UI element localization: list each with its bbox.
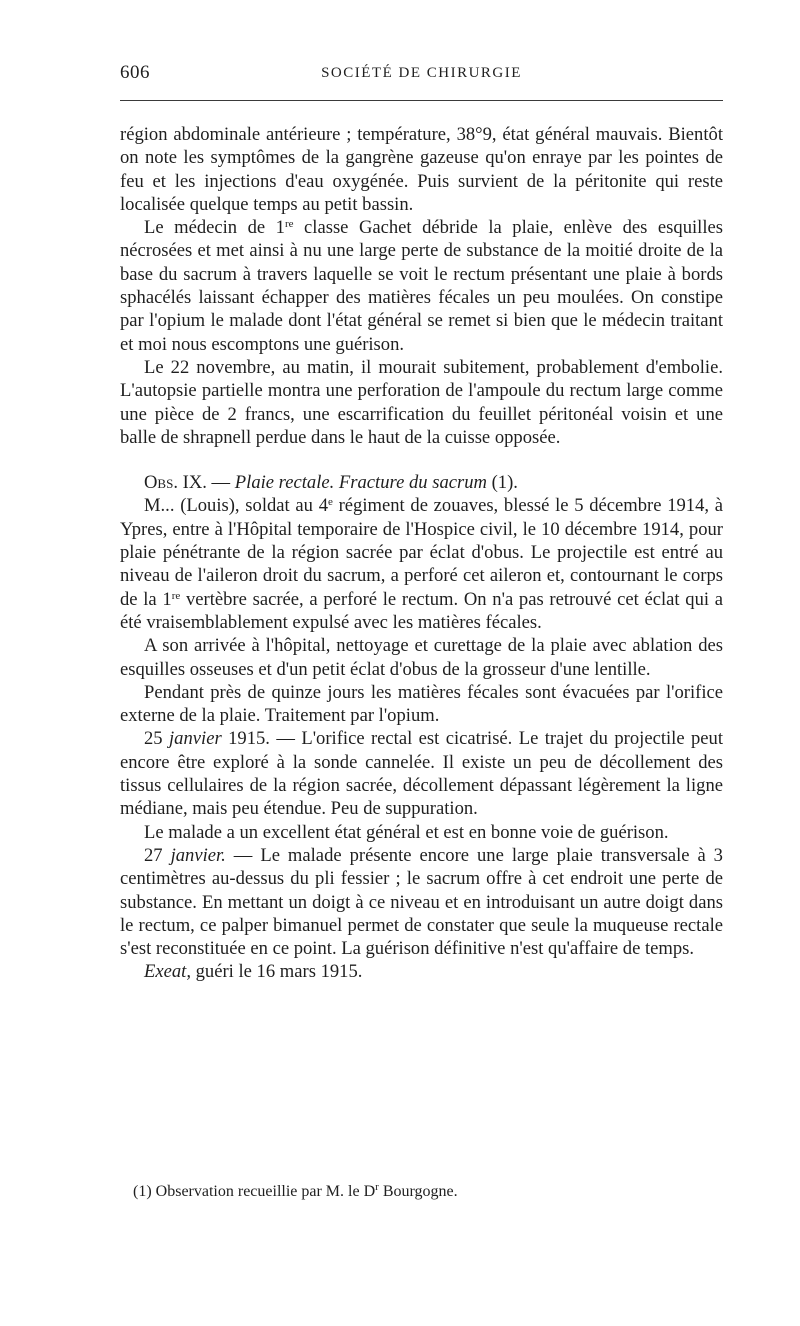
superscript: re (284, 218, 294, 231)
paragraph-11-text: guéri le 16 mars 1915. (190, 961, 363, 983)
body-text (120, 123, 723, 984)
date-month: janvier. (170, 844, 226, 866)
observation-title: Plaie rectale. Fracture du sacrum (234, 472, 487, 494)
paragraph-1 (120, 123, 723, 216)
date-day: 27 (144, 844, 171, 866)
paragraph-3-text: Le 22 novembre, au matin, il mourait subitement, probablement d'embolie. L'autopsie partielle montra une perforation de l'ampoule du rectum large comme une pièce de 2 francs, une escarrification du feuillet péritonéal voisin et une balle de shrapnell perdue dans le haut de la cuisse opposée. (120, 356, 723, 448)
footnote-reference: (1). (486, 472, 518, 494)
superscript: r (375, 1181, 379, 1193)
date-month: janvier (169, 728, 222, 750)
observation-label: Obs. IX. (144, 472, 207, 494)
footnote-text-a: (1) Observation recueillie par M. le D (133, 1183, 376, 1200)
date-year: 1915. (221, 728, 270, 750)
exeat-label: Exeat, (144, 961, 191, 983)
superscript: e (328, 496, 333, 509)
paragraph-6 (120, 634, 723, 681)
paragraph-9 (120, 821, 723, 844)
date-day: 25 (144, 728, 170, 750)
paragraph-5-text-a: M... (Louis), soldat au 4 (144, 495, 328, 517)
header-rule (120, 100, 723, 101)
paragraph-5-text-b: régiment de zouaves, blessé le 5 décembre 1914, à Ypres, entre à l'Hôpital temporaire de l'Hospice civil, le 10 décembre 1914, pour plaie pénétrante de la région sacrée par éclat d'obus. Le projectile est entré au niveau de l'aileron droit du sacrum, a perforé cet aileron et, contournant le corps de la 1 (120, 495, 724, 610)
paragraph-10-text: — Le malade présente encore une large plaie transversale à 3 centimètres au-dessus du pli fessier ; le sacrum offre à cet endroit une perte de substance. En mettant un doigt à ce niveau et en introduisant un autre doigt dans le rectum, ce palper bimanuel permet de constater que seule la muqueuse rectale s'est reconstituée en ce point. La guérison définitive n'est qu'affaire de temps. (120, 844, 723, 960)
section-gap (120, 449, 723, 471)
paragraph-3 (120, 356, 723, 449)
paragraph-7 (120, 681, 723, 728)
running-title: SOCIÉTÉ DE CHIRURGIE (321, 65, 522, 81)
paragraph-5-text-c: vertèbre sacrée, a perforé le rectum. On n'a pas retrouvé cet éclat qui a été vraisemblablement expulsé avec les matières fécales. (120, 588, 723, 633)
paragraph-1-text: région abdominale antérieure ; température, 38°9, état général mauvais. Bientôt on note les symptômes de la gangrène gazeuse qu'on enraye par les pointes de feu et les injections d'eau oxygénée. Puis survient de la péritonite qui reste localisée quelque temps au petit bassin. (120, 124, 723, 215)
paragraph-2-text-a: Le médecin de 1 (144, 217, 285, 239)
observation-heading (120, 471, 723, 494)
paragraph-7-text: Pendant près de quinze jours les matières fécales sont évacuées par l'orifice externe de la plaie. Traitement par l'opium. (120, 681, 723, 727)
observation-dash: — (206, 472, 235, 494)
paragraph-5 (120, 494, 723, 634)
paragraph-10 (120, 844, 723, 960)
paragraph-6-text: A son arrivée à l'hôpital, nettoyage et curettage de la plaie avec ablation des esquilles osseuses et d'un petit éclat d'obus de la grosseur d'une lentille. (120, 635, 723, 680)
page-header (120, 62, 723, 90)
paragraph-8 (120, 727, 723, 820)
superscript: re (171, 589, 181, 602)
paragraph-2 (120, 216, 723, 356)
footnote (133, 1182, 458, 1202)
footnote-text-b: Bourgogne. (378, 1183, 458, 1200)
paragraph-9-text: Le malade a un excellent état général et est en bonne voie de guérison. (144, 821, 669, 843)
paragraph-2-text-b: classe Gachet débride la plaie, enlève des esquilles nécrosées et met ainsi à nu une large perte de substance de la moitié droite de la base du sacrum à travers laquelle se voit le rectum présentant une plaie à bords sphacélés laissant échapper des matières fécales un peu moulées. On constipe par l'opium le malade dont l'état général se remet si bien que le médecin traitant et moi nous escomptons une guérison. (120, 217, 724, 355)
paragraph-8-text: — L'orifice rectal est cicatrisé. Le trajet du projectile peut encore être exploré à la sonde cannelée. Il existe un peu de décollement des tissus cellulaires de la région sacrée, décollement dépassant légèrement la ligne médiane, mais peu étendue. Peu de suppuration. (120, 728, 724, 820)
paragraph-11 (120, 960, 723, 983)
page-number: 606 (120, 62, 150, 83)
